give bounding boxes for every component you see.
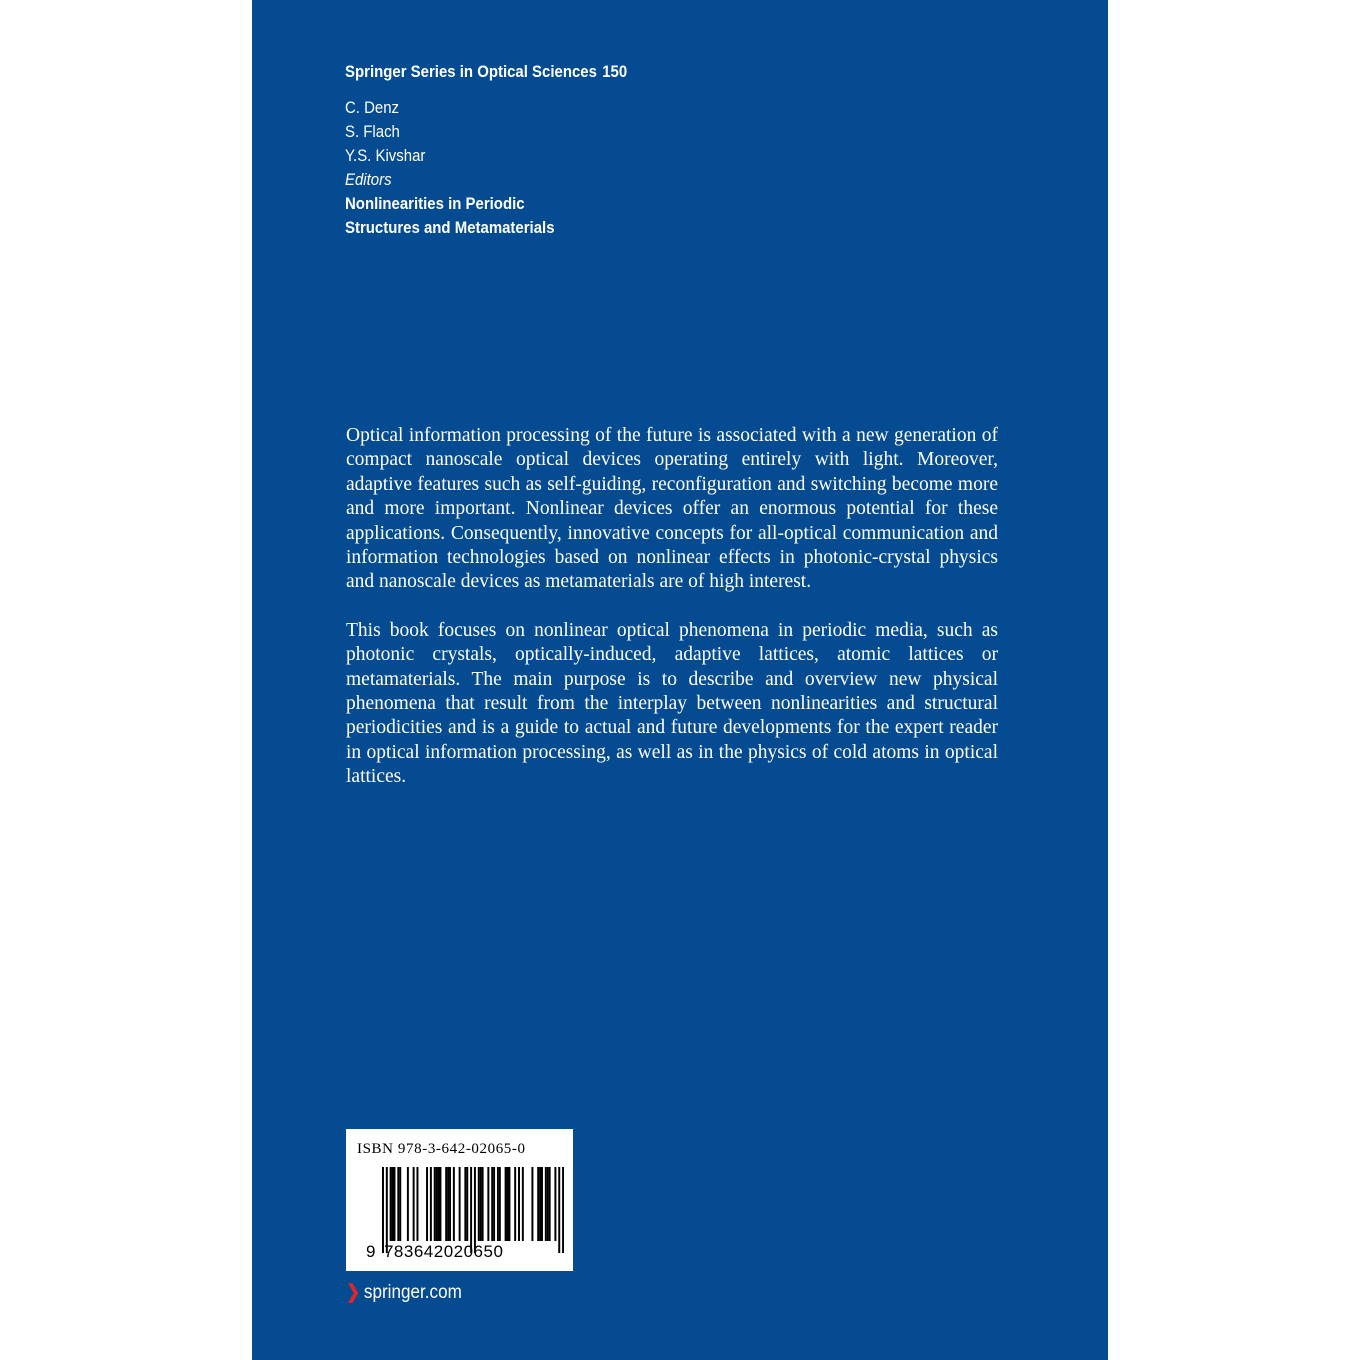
barcode-first-digit: 9: [366, 1242, 376, 1261]
description-paragraph: This book focuses on nonlinear optical phenomena in periodic media, such as photonic crystals, optically-induced, adaptive lattices, atomic lattices or metamaterials. The main purpose is to describe and overview new physical phenomena that result from the interplay between nonlinearities and structural periodicities and is a guide to actual and future developments for the expert reader in optical information processing, as well as in the physics of cold atoms in optical lattices.: [346, 619, 998, 788]
barcode-bar: [439, 1167, 441, 1241]
barcode-bar: [447, 1167, 449, 1241]
series-line: [345, 60, 627, 84]
publisher-website[interactable]: [346, 1281, 462, 1304]
website-url: springer.com: [363, 1282, 462, 1303]
barcode-bar: [474, 1167, 476, 1253]
barcode-bar: [438, 1167, 440, 1241]
barcode-bar: [466, 1167, 468, 1241]
barcode-bar: [547, 1167, 549, 1241]
barcode-bar: [430, 1167, 432, 1241]
barcode-bar: [480, 1167, 482, 1241]
book-description: [346, 424, 998, 814]
barcode-bar: [478, 1167, 480, 1241]
isbn-barcode-box: [346, 1129, 573, 1271]
barcode-bar: [549, 1167, 551, 1241]
barcode-bar: [482, 1167, 484, 1241]
book-title-line-1: Nonlinearities in Periodic: [345, 194, 525, 213]
barcode-bar: [531, 1167, 533, 1241]
barcode-bar: [539, 1167, 541, 1241]
barcode-bar: [497, 1167, 499, 1241]
barcode-bar: [487, 1167, 489, 1241]
book-back-cover: [252, 0, 1108, 1360]
editor-name: Y.S. Kivshar: [345, 146, 426, 165]
barcode-bar: [397, 1167, 399, 1241]
barcode-bar: [558, 1167, 560, 1253]
barcode-bar: [464, 1167, 466, 1241]
barcode-bar: [507, 1167, 509, 1241]
barcode-bar: [393, 1167, 395, 1241]
barcode-bar: [416, 1167, 418, 1241]
barcode-bar: [426, 1167, 428, 1241]
barcode-digit-string: 783642020650: [383, 1242, 504, 1261]
barcode-bar: [537, 1167, 539, 1241]
barcode-bar: [514, 1167, 516, 1241]
barcode-bar: [382, 1167, 384, 1253]
barcode-bar: [505, 1167, 507, 1241]
barcode-bar: [449, 1167, 451, 1241]
barcode-bar: [392, 1167, 394, 1241]
cover-header: [345, 60, 627, 240]
barcode-bar: [522, 1167, 524, 1241]
barcode-bar: [493, 1167, 495, 1241]
barcode-bar: [545, 1167, 547, 1241]
barcode-bar: [499, 1167, 501, 1241]
book-title-line-2: Structures and Metamaterials: [345, 218, 555, 237]
barcode-bar: [434, 1167, 436, 1241]
barcode-bar: [407, 1167, 409, 1241]
barcode-bar: [445, 1167, 447, 1241]
barcode-bar: [470, 1167, 472, 1253]
editor-name: C. Denz: [345, 98, 400, 117]
description-paragraph: Optical information processing of the future is associated with a new generation of compact nanoscale optical devices operating entirely with light. Moreover, adaptive features such as self-guiding, reconfiguration and switching become more and more important. Nonlinear devices offer an enormous potential for these applications. Consequently, innovative concepts for all-optical communication and information technologies based on nonlinear effects in photonic-crystal physics and nanoscale devices as metamaterials are of high interest.: [346, 425, 998, 593]
editor-name: S. Flach: [345, 122, 400, 141]
series-number: 150: [602, 62, 628, 81]
barcode-bar: [491, 1167, 493, 1241]
barcode-bar: [453, 1167, 455, 1241]
barcode-bar: [541, 1167, 543, 1241]
barcode-bar: [459, 1167, 461, 1241]
barcode-bar: [562, 1167, 564, 1253]
barcode-bar: [554, 1167, 556, 1241]
editors-label: Editors: [345, 170, 392, 189]
chevron-right-icon: ❯: [346, 1282, 361, 1303]
barcode-bar: [399, 1167, 401, 1241]
barcode-digits: [366, 1242, 503, 1262]
barcode-bar: [413, 1167, 415, 1241]
barcode-bar: [436, 1167, 438, 1241]
barcode-bar: [390, 1167, 392, 1241]
barcode-bar: [518, 1167, 520, 1241]
barcode-bar: [386, 1167, 388, 1253]
barcode-bars: [382, 1167, 564, 1253]
series-name: Springer Series in Optical Sciences: [345, 62, 597, 81]
isbn-number: ISBN 978-3-642-02065-0: [357, 1141, 526, 1157]
barcode-bar: [508, 1167, 510, 1241]
